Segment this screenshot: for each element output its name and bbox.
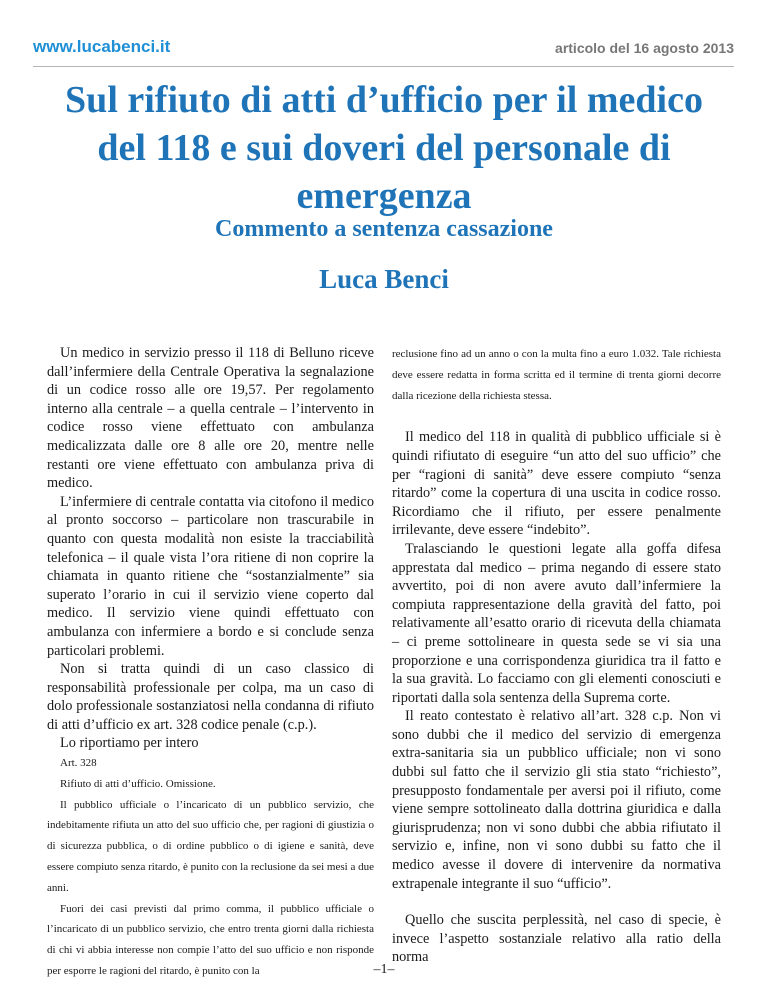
- paragraph: Il medico del 118 in qualità di pubblico ufficiale si è quindi rifiutato di eseguire “un atto del suo ufficio” che per “ragioni di sanità” deve essere compiuto “senza ritardo” come la copertura di una uscita in codice rosso. Ricordiamo che il rifiuto, per essere penalmente irrilevante, deve essere “indebito”.: [392, 429, 721, 539]
- left-column: [47, 344, 374, 982]
- article-subtitle: Commento a sentenza cassazione: [215, 216, 553, 242]
- quote-article-number: Art. 328: [60, 757, 97, 770]
- page-number: –1–: [373, 962, 395, 977]
- article-author: Luca Benci: [319, 264, 449, 294]
- article-date: articolo del 16 agosto 2013: [555, 40, 734, 56]
- paragraph: L’infermiere di centrale contatta via citofono il medico al pronto soccorso – particolare non trascurabile in quanto con questa modalità non esiste la tracciabilità telefonica – il quale vista l’ora ritiene di non coprire la chiamata in quanto ritiene che “sostanzialmente” sia superato l’orario in cui il servizio viene coperto dal medico. Il servizio viene quindi effettuato con ambulanza con infermiere a bordo e si conclude senza particolari problemi.: [47, 493, 374, 659]
- right-column: [392, 344, 721, 967]
- paragraph: Tralasciando le questioni legate alla goffa difesa apprestata dal medico – prima negando di essere stato avvertito, poi di non avere avuto dall’infermiere la compiuta rappresentazione della gravità del fatto, poi relativamente all’esatto orario di ricevuta della chiamata – ci preme sottolineare in questa sede se vi sia una proporzione e una corrispondenza giuridica tra il fatto e la sua gravità. Lo facciamo con gli elementi conosciuti e riportati dalla sola sentenza della Suprema corte.: [392, 540, 721, 706]
- paragraph: Lo riportiamo per intero: [60, 735, 199, 752]
- quote-article-heading: Rifiuto di atti d’ufficio. Omissione.: [60, 777, 216, 790]
- paragraph: Un medico in servizio presso il 118 di Belluno riceve dall’infermiere della Centrale Operativa la segnalazione di un codice rosso alle ore 19,57. Per regolamento interno alla centrale – a quella centrale – l’intervento in codice rosso viene effettuato con ambulanza medicalizzata dalle ore 8 alle ore 20, mentre nelle restanti ore viene effettuato con ambulanza priva di medico.: [47, 345, 374, 492]
- paragraph: Il reato contestato è relativo all’art. 328 c.p. Non vi sono dubbi che il medico del servizio di emergenza extra-sanitaria sia un pubblico ufficiale; non vi sono dubbi sul fatto che il servizio gli stia stato “richiesto”, presupposto fondamentale per aversi poi il rifiuto, come viene sempre sottolineato dalla dottrina giuridica e dalla giurisprudenza; non vi sono dubbi che abbia rifiutato il servizio e, infine, non vi sono dubbi su fatto che il medico avesse il dovere di intervenire da normativa extrapenale integrante il suo “ufficio”.: [392, 708, 721, 892]
- quote-paragraph: Il pubblico ufficiale o l’incaricato di un pubblico servizio, che indebitamente rifiuta un atto del suo ufficio che, per ragioni di giustizia o di sicurezza pubblica, o di ordine pubblico o di igiene e sanità, deve essere compiuto senza ritardo, è punito con la reclusione da sei mesi a due anni.: [47, 798, 374, 894]
- quote-paragraph: Fuori dei casi previsti dal primo comma, il pubblico ufficiale o l’incaricato di un pubblico servizio, che entro trenta giorni dalla richiesta di chi vi abbia interesse non compie l’atto del suo ufficio e non risponde per esporre le ragioni del ritardo, è punito con la: [47, 902, 374, 978]
- article-title: Sul rifiuto di atti d’ufficio per il medico del 118 e sui doveri del personale di emergenza: [65, 79, 703, 217]
- paragraph: Non si tratta quindi di un caso classico di responsabilità professionale per colpa, ma un caso di dolo professionale sostanziatosi nella condanna di rifiuto di atti d’ufficio ex art. 328 codice penale (c.p.).: [47, 661, 374, 733]
- quote-paragraph-continued: reclusione fino ad un anno o con la multa fino a euro 1.032. Tale richiesta deve essere redatta in forma scritta ed il termine di trenta giorni decorre dalla ricezione della richiesta stessa.: [392, 348, 721, 402]
- paragraph: Quello che suscita perplessità, nel caso di specie, è invece l’aspetto sostanziale relativo alla ratio della norma: [392, 912, 721, 966]
- site-url[interactable]: www.lucabenci.it: [33, 37, 171, 56]
- header-divider: [33, 66, 734, 67]
